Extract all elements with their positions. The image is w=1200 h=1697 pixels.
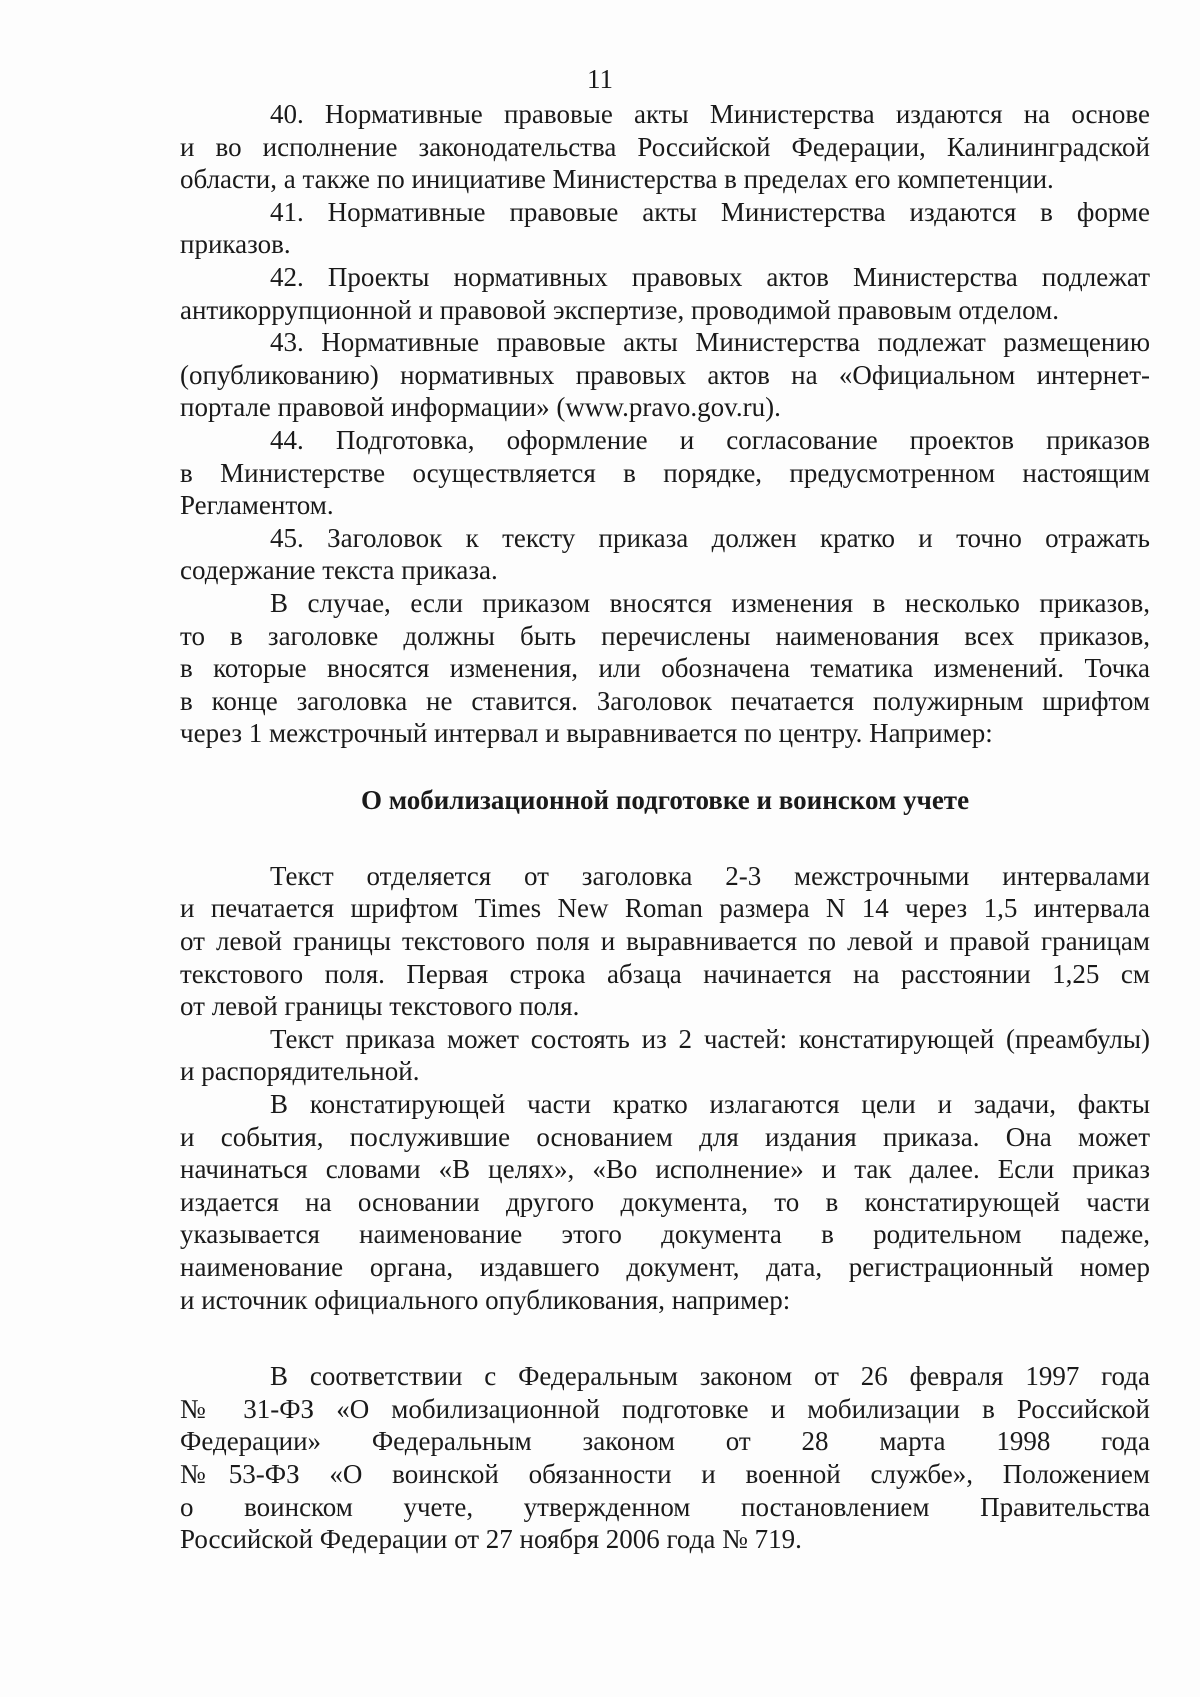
text-line: текстового поля. Первая строка абзаца начинается на расстоянии 1,25 см <box>180 958 1150 989</box>
text-line: области, а также по инициативе Министерства в пределах его компетенции. <box>180 164 1054 195</box>
paragraphs-after-heading <box>180 860 1150 1316</box>
text-line: 40. Нормативные правовые акты Министерства издаются на основе <box>270 99 1150 129</box>
text-line: № 31-ФЗ «О мобилизационной подготовке и мобилизации в Российской <box>180 1393 1150 1424</box>
text-line: от левой границы текстового поля. <box>180 991 580 1022</box>
text-line: 43. Нормативные правовые акты Министерства подлежат размещению <box>270 327 1150 358</box>
text-line: В констатирующей части кратко излагаются цели и задачи, факты <box>270 1089 1150 1120</box>
paragraph-p-preamble <box>180 1088 1150 1316</box>
text-line: 42. Проекты нормативных правовых актов Министерства подлежат <box>270 261 1150 292</box>
page-number: 11 <box>587 64 613 94</box>
paragraph-p40 <box>180 98 1150 196</box>
text-line: (опубликованию) нормативных правовых актов на «Официальном интернет- <box>180 359 1150 390</box>
text-line: Регламентом. <box>180 490 334 521</box>
paragraph-p45b <box>180 587 1150 750</box>
sample-order-heading: О мобилизационной подготовке и воинском учете <box>360 784 970 815</box>
paragraph-p45 <box>180 522 1150 587</box>
text-line: Российской Федерации от 27 ноября 2006 года № 719. <box>180 1524 802 1555</box>
text-line: от левой границы текстового поля и выравнивается по левой и правой границам <box>180 926 1150 957</box>
text-line: и печатается шрифтом Times New Roman размера N 14 через 1,5 интервала <box>180 893 1150 924</box>
text-line: портале правовой информации» (www.pravo.gov.ru). <box>180 392 781 423</box>
text-line: и события, послужившие основанием для издания приказа. Она может <box>180 1121 1150 1152</box>
text-line: и источник официального опубликования, например: <box>180 1284 791 1315</box>
text-line: о воинском учете, утвержденном постановлением Правительства <box>180 1491 1150 1522</box>
text-line: и распорядительной. <box>180 1056 420 1087</box>
document-body <box>180 98 1150 1556</box>
text-line: через 1 межстрочный интервал и выравнивается по центру. Например: <box>180 718 993 749</box>
text-line: В случае, если приказом вносятся изменения в несколько приказов, <box>270 587 1150 618</box>
text-line: в которые вносятся изменения, или обозначена тематика изменений. Точка <box>180 653 1150 684</box>
text-line: №53-ФЗ «О воинской обязанности и военной службе», Положением <box>180 1458 1150 1489</box>
text-line: антикоррупционной и правовой экспертизе, проводимой правовым отделом. <box>180 294 1060 325</box>
text-line: содержание текста приказа. <box>180 555 498 586</box>
paragraph-p41 <box>180 196 1150 261</box>
text-line: Текст приказа может состоять из 2 частей: констатирующей (преамбулы) <box>270 1023 1150 1054</box>
text-line: в конце заголовка не ставится. Заголовок печатается полужирным шрифтом <box>180 685 1150 716</box>
text-line: Федерации» Федеральным законом от 28 марта 1998 года <box>180 1426 1150 1457</box>
text-line: приказов. <box>180 229 291 260</box>
text-line: издается на основании другого документа, то в констатирующей части <box>180 1186 1150 1217</box>
paragraph-example <box>180 1360 1150 1556</box>
text-line: В соответствии с Федеральным законом от 26 февраля 1997 года <box>270 1361 1150 1392</box>
paragraph-p42 <box>180 261 1150 326</box>
example-paragraph <box>180 1360 1150 1556</box>
text-line: указывается наименование этого документа в родительном падеже, <box>180 1219 1150 1250</box>
text-line: наименование органа, издавшего документ, дата, регистрационный номер <box>180 1252 1150 1282</box>
text-line: начинаться словами «В целях», «Во исполнение» и так далее. Если приказ <box>180 1154 1150 1185</box>
paragraphs-before-heading <box>180 98 1150 750</box>
text-line: и во исполнение законодательства Российской Федерации, Калининградской <box>180 131 1150 162</box>
paragraph-p-text <box>180 860 1150 1023</box>
text-line: 45. Заголовок к тексту приказа должен кратко и точно отражать <box>270 522 1150 553</box>
text-line: 44. Подготовка, оформление и согласование проектов приказов <box>270 424 1150 455</box>
text-line: в Министерстве осуществляется в порядке, предусмотренном настоящим <box>180 457 1150 488</box>
paragraph-p43 <box>180 326 1150 424</box>
paragraph-p44 <box>180 424 1150 522</box>
text-line: 41. Нормативные правовые акты Министерства издаются в форме <box>270 196 1150 227</box>
paragraph-p-parts <box>180 1023 1150 1088</box>
text-line: то в заголовке должны быть перечислены наименования всех приказов, <box>180 620 1150 651</box>
text-line: Текст отделяется от заголовка 2-3 межстрочными интервалами <box>270 860 1150 891</box>
